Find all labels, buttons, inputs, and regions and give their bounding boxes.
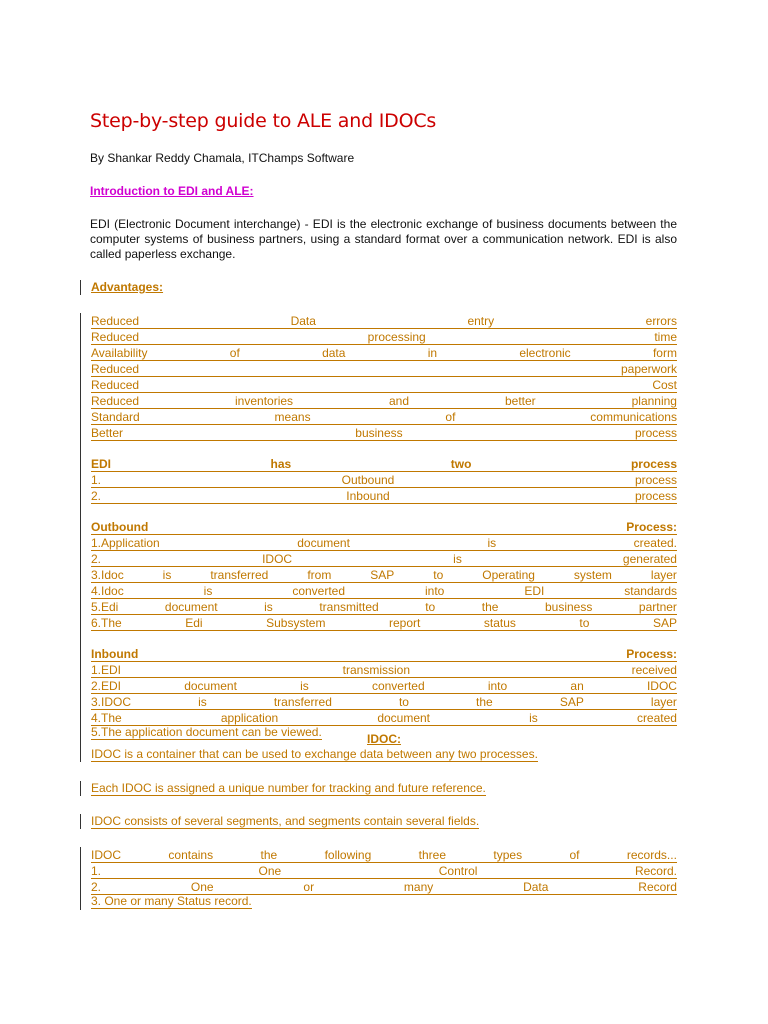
link-line[interactable] xyxy=(91,345,677,361)
link-line[interactable] xyxy=(91,879,677,895)
word: into xyxy=(487,679,508,693)
word: 1.Application xyxy=(91,536,160,550)
word: is xyxy=(300,679,309,693)
record-types-block xyxy=(80,847,677,910)
word: Record. xyxy=(634,864,677,878)
inbound-steps xyxy=(91,662,677,726)
word: and xyxy=(388,394,410,408)
link-line[interactable] xyxy=(91,694,677,710)
word: data xyxy=(322,346,346,360)
record-types-list xyxy=(91,847,677,895)
word: types xyxy=(493,848,523,862)
word: 2. xyxy=(91,880,102,894)
word: Operating xyxy=(482,568,535,582)
word: 2.EDI xyxy=(91,679,122,693)
link-line[interactable] xyxy=(91,361,677,377)
word: partner xyxy=(638,600,677,614)
word: 6.The xyxy=(91,616,122,630)
idoc-segments-block xyxy=(80,814,677,829)
word: paperwork xyxy=(620,362,677,376)
word: Cost xyxy=(652,378,677,392)
link-line[interactable] xyxy=(91,535,677,551)
record-last-line[interactable]: 3. One or many Status record. xyxy=(91,894,252,908)
word: Record xyxy=(638,880,677,894)
word: records... xyxy=(626,848,677,862)
word: contains xyxy=(168,848,214,862)
link-line[interactable] xyxy=(91,313,677,329)
word: entry xyxy=(467,314,495,328)
author-byline: By Shankar Reddy Chamala, ITChamps Software xyxy=(90,151,355,165)
word: two xyxy=(450,457,472,471)
word: document xyxy=(297,536,350,550)
word: an xyxy=(570,679,584,693)
word: 4.The xyxy=(91,711,122,725)
word: in xyxy=(427,346,438,360)
word: is xyxy=(162,568,172,582)
outbound-steps xyxy=(91,535,677,631)
word: business xyxy=(355,426,403,440)
advantages-heading[interactable] xyxy=(80,280,163,295)
word: converted xyxy=(371,679,425,693)
word: status xyxy=(483,616,516,630)
outbound-heading[interactable] xyxy=(91,519,677,535)
idoc-unique-block xyxy=(80,781,677,796)
word: form xyxy=(652,346,677,360)
word: Process: xyxy=(626,647,677,661)
word: planning xyxy=(631,394,677,408)
word: standards xyxy=(624,584,677,598)
link-line[interactable] xyxy=(91,710,677,726)
link-line[interactable] xyxy=(91,488,677,504)
word: 1.EDI xyxy=(91,663,122,677)
word: received xyxy=(631,663,677,677)
word: SAP xyxy=(370,568,395,582)
edi-process-heading[interactable] xyxy=(91,456,677,472)
word: the xyxy=(260,848,278,862)
idoc-segments-link[interactable]: IDOC consists of several segments, and segments contain several fields. xyxy=(91,814,480,828)
word: communications xyxy=(590,410,677,424)
word: 4.Idoc xyxy=(91,584,124,598)
link-line[interactable] xyxy=(91,551,677,567)
word: generated xyxy=(622,552,677,566)
word: Reduced xyxy=(91,362,140,376)
word: time xyxy=(654,330,677,344)
word: Outbound xyxy=(91,520,149,534)
word: 5.Edi xyxy=(91,600,119,614)
link-line[interactable] xyxy=(91,662,677,678)
word: layer xyxy=(650,695,677,709)
edi-process-list xyxy=(91,472,677,504)
word: transmitted xyxy=(319,600,379,614)
word: application xyxy=(220,711,279,725)
word: One xyxy=(258,864,282,878)
word: converted xyxy=(292,584,346,598)
word: report xyxy=(388,616,421,630)
link-line[interactable] xyxy=(91,377,677,393)
word: Control xyxy=(438,864,478,878)
word: is xyxy=(203,584,213,598)
word: to xyxy=(425,600,436,614)
word: processing xyxy=(367,330,426,344)
word: created. xyxy=(633,536,677,550)
word: IDOC xyxy=(262,552,293,566)
word: document xyxy=(377,711,431,725)
word: 1. xyxy=(91,864,102,878)
idoc-heading[interactable]: IDOC: xyxy=(367,732,401,746)
word: 3.Idoc xyxy=(91,568,124,582)
link-line[interactable] xyxy=(91,863,677,879)
word: of xyxy=(569,848,580,862)
word: 2. xyxy=(91,489,102,503)
link-line[interactable] xyxy=(91,847,677,863)
word: Outbound xyxy=(341,473,395,487)
word: better xyxy=(504,394,536,408)
word: EDI xyxy=(524,584,545,598)
word: following xyxy=(324,848,372,862)
idoc-definition-link[interactable]: IDOC is a container that can be used to exchange data between any two processes. xyxy=(91,747,538,761)
link-line[interactable] xyxy=(91,583,677,599)
word: created xyxy=(636,711,677,725)
word: transferred xyxy=(273,695,332,709)
intro-paragraph: EDI (Electronic Document interchange) - EDI is the electronic exchange of business documents between the computer systems of business partners, using a standard format over a communication network. EDI is also called paperless exchange. xyxy=(90,217,677,261)
word: Process: xyxy=(626,520,677,534)
word: Reduced xyxy=(91,314,140,328)
word: or xyxy=(303,880,315,894)
word: 1. xyxy=(91,473,102,487)
word: transmission xyxy=(342,663,410,677)
link-line[interactable] xyxy=(91,615,677,631)
word: document xyxy=(184,679,237,693)
word: Subsystem xyxy=(266,616,326,630)
word: SAP xyxy=(559,695,584,709)
link-line[interactable] xyxy=(91,329,677,345)
word: is xyxy=(198,695,207,709)
word: One xyxy=(190,880,214,894)
word: Data xyxy=(523,880,549,894)
word: Reduced xyxy=(91,394,140,408)
word: IDOC xyxy=(646,679,677,693)
word: is xyxy=(529,711,538,725)
word: is xyxy=(453,552,462,566)
word: Reduced xyxy=(91,378,140,392)
word: Standard xyxy=(91,410,140,424)
link-line[interactable] xyxy=(91,472,677,488)
word: Data xyxy=(290,314,316,328)
link-line[interactable] xyxy=(91,678,677,694)
word: means xyxy=(274,410,311,424)
word: document xyxy=(164,600,218,614)
word: Inbound xyxy=(346,489,390,503)
word: Edi xyxy=(185,616,203,630)
advantages-list xyxy=(91,313,677,441)
word: three xyxy=(418,848,447,862)
word: the xyxy=(476,695,493,709)
word: transferred xyxy=(210,568,269,582)
word: the xyxy=(481,600,499,614)
link-line[interactable] xyxy=(91,409,677,425)
link-line[interactable] xyxy=(91,393,677,409)
word: IDOC xyxy=(91,848,121,862)
word: process xyxy=(634,426,677,440)
word: errors xyxy=(645,314,677,328)
inbound-last-step[interactable]: 5.The application document can be viewed. xyxy=(91,725,322,739)
word: 3.IDOC xyxy=(91,695,132,709)
word: to xyxy=(433,568,444,582)
word: SAP xyxy=(652,616,677,630)
link-line[interactable] xyxy=(91,425,677,441)
word: process xyxy=(634,489,677,503)
word: of xyxy=(229,346,240,360)
word: EDI xyxy=(91,457,112,471)
link-line[interactable] xyxy=(91,599,677,615)
word: Better xyxy=(91,426,124,440)
word: into xyxy=(424,584,445,598)
word: process xyxy=(630,457,677,471)
word: 2. xyxy=(91,552,102,566)
word: electronic xyxy=(519,346,571,360)
word: from xyxy=(307,568,332,582)
word: system xyxy=(573,568,612,582)
word: to xyxy=(398,695,409,709)
word: Availability xyxy=(91,346,148,360)
page-title: Step-by-step guide to ALE and IDOCs xyxy=(90,110,437,132)
advantages-heading-text: Advantages: xyxy=(91,280,164,294)
word: inventories xyxy=(235,394,294,408)
word: to xyxy=(579,616,590,630)
word: has xyxy=(270,457,292,471)
link-line[interactable] xyxy=(91,567,677,583)
word: is xyxy=(487,536,497,550)
word: of xyxy=(445,410,456,424)
inbound-heading[interactable] xyxy=(91,646,677,662)
word: many xyxy=(403,880,434,894)
word: business xyxy=(544,600,593,614)
main-link-block xyxy=(80,313,677,741)
word: Reduced xyxy=(91,330,140,344)
word: layer xyxy=(650,568,677,582)
word: is xyxy=(264,600,273,614)
word: Inbound xyxy=(91,647,139,661)
word: process xyxy=(634,473,677,487)
idoc-block xyxy=(80,732,677,762)
intro-heading[interactable]: Introduction to EDI and ALE: xyxy=(90,184,254,198)
idoc-unique-link[interactable]: Each IDOC is assigned a unique number for tracking and future reference. xyxy=(91,781,486,795)
